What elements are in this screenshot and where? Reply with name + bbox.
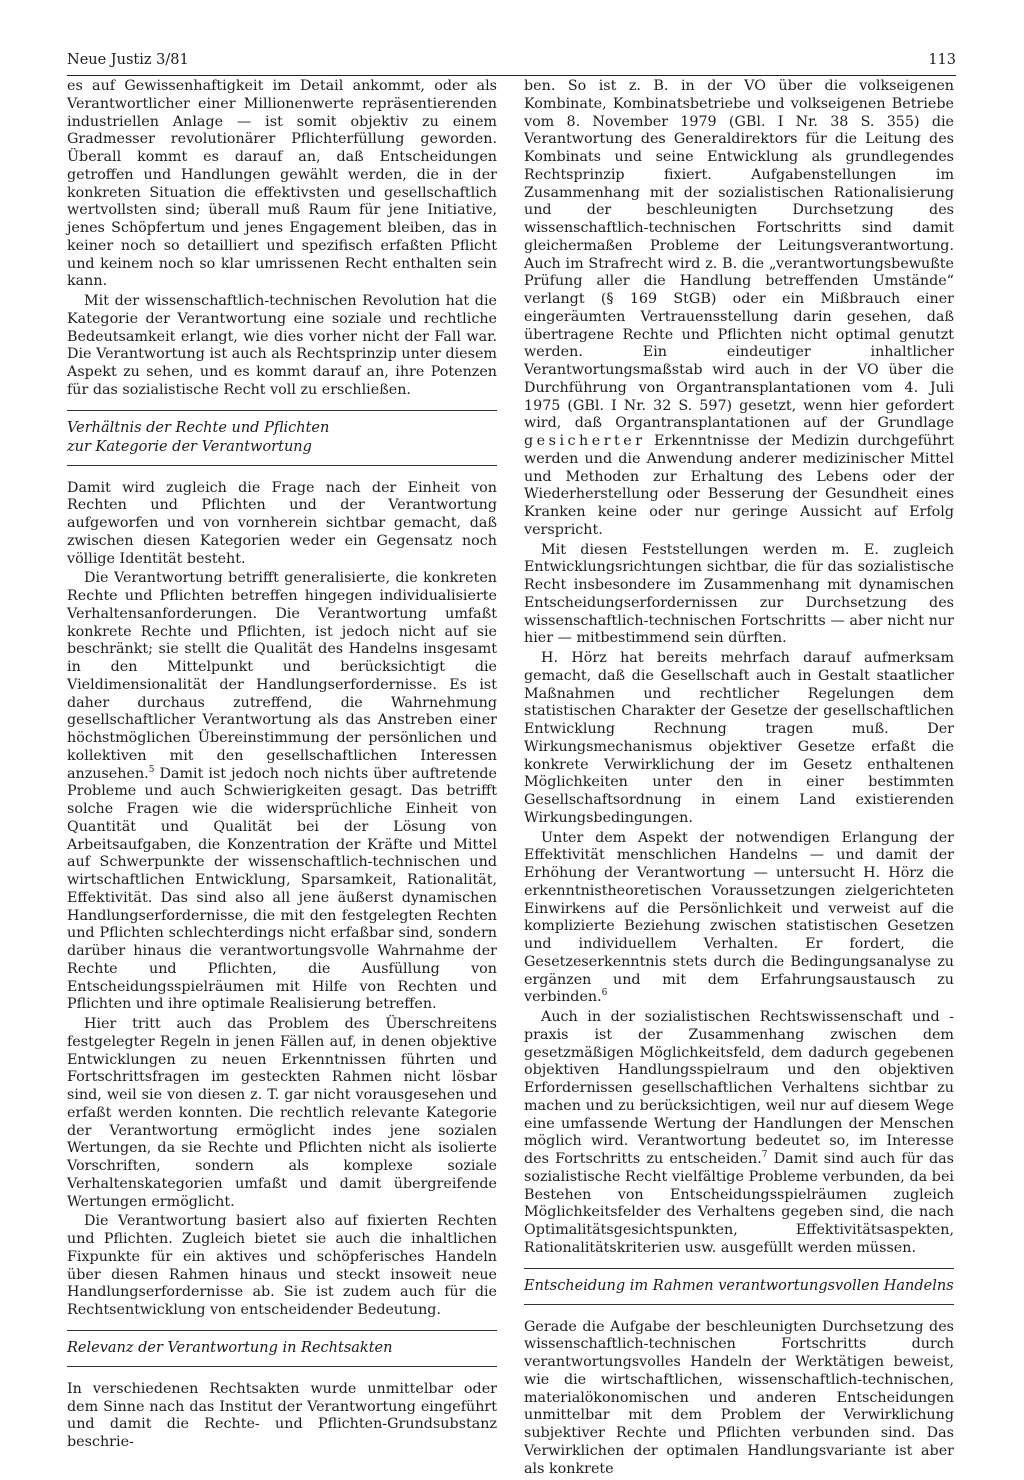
paragraph-text: Erkenntnisse der Medizin durchgeführt werden und die Anwendung anderer medizinischer Mittel und Methoden zur Erhaltung des Lebens oder der Wiederherstellung oder Besserung der Gesundheit eines Kranken keine oder nur geringe Aussicht auf Erfolg verspricht.	[524, 433, 954, 538]
paragraph	[524, 1009, 954, 1258]
footnote-ref: 5	[148, 764, 155, 775]
page-number: 113	[928, 52, 956, 68]
left-column	[67, 78, 497, 1454]
section-heading-line: zur Kategorie der Verantwortung	[67, 438, 312, 455]
paragraph: Mit der wissenschaftlich-technischen Revolution hat die Kategorie der Verantwortung eine soziale und rechtliche Bedeutsamkeit erlangt, wie dies vorher nicht der Fall war. Die Verantwortung ist auch als Rechtsprinzip unter diesem Aspekt zu sehen, und es kommt darauf an, ihre Potenzen für das sozialistische Recht voll zu erschließen.	[67, 293, 497, 398]
section-rule	[524, 1268, 954, 1269]
footnote-ref: 6	[601, 988, 608, 999]
paragraph	[524, 78, 954, 540]
section-heading	[67, 419, 497, 457]
emphasized-word: gesicherter	[524, 433, 646, 449]
paragraph: Mit diesen Feststellungen werden m. E. zugleich Entwicklungsrichtungen sichtbar, die für das sozialistische Recht insbesondere im Zusammenhang mit dynamischen Entscheidungserfordernissen zur Durchsetzung des wissenschaftlich-technischen Fortschritts — aber nicht nur hier — mitbestimmend sein dürften.	[524, 541, 954, 647]
paragraph: Hier tritt auch das Problem des Überschreitens festgelegter Regeln in jenen Fällen auf, in denen objektive Entwicklungen zu neuen Erkenntnissen führten und Fortschrittsfragen im gesteckten Rahmen nicht lösbar sind, weil sie von diesen z. T. gar nicht vorausgesehen und erfaßt werden konnten. Die rechtlich relevante Kategorie der Verantwortung ermöglicht indes jene sozialen Wertungen, da sie Rechte und Pflichten nicht als isolierte Vorschriften, sondern als komplexe soziale Verhaltenskategorien umfaßt und damit übergreifende Wertungen ermöglicht.	[67, 1016, 497, 1210]
section-rule	[67, 410, 497, 411]
paragraph-text: Unter dem Aspekt der notwendigen Erlangung der Effektivität menschlichen Handelns — und damit der Erhöhung der Verantwortung — untersucht H. Hörz die erkenntnistheoretischen Voraussetzungen zielgerichteten Einwirkens auf die Persönlichkeit und verweist auf die komplizierte Beziehung zwischen statistischen Gesetzen und individuellem Verhalten. Er fordert, die Gesetzeserkenntnis stets durch die Bedingungsanalyse zu ergänzen und mit dem Erfahrungsaustausch zu verbinden.	[524, 829, 954, 1006]
right-column	[524, 78, 954, 1480]
section-heading-line: Verhältnis der Rechte und Pflichten	[67, 419, 330, 436]
section-rule	[67, 465, 497, 466]
paragraph	[67, 570, 497, 1014]
paragraph-text: Auch in der sozialistischen Rechtswissenschaft und -praxis ist der Zusammenhang zwischen dem gesetzmäßigen Möglichkeitsfeld, dem dadurch gegebenen objektiven Handlungsspielraum und den objektiven Erfordernissen gesellschaftlichen Verhaltens sichtbar zu machen und zu berücksichtigen, weil nur auf diesem Wege eine umfassende Wertung der Handlungen der Menschen möglich wird. Verantwortung bedeutet so, im Interesse des Fortschritts zu entscheiden.	[524, 1009, 954, 1167]
paragraph-text: ben. So ist z. B. in der VO über die volkseigenen Kombinate, Kombinatsbetriebe und volkseigenen Betriebe vom 8. November 1979 (GBl. I Nr. 38 S. 355) die Verantwortung des Generaldirektors für die Leitung des Kombinats und seine Entwicklung als grundlegendes Rechtsprinzip fixiert. Aufgabenstellungen im Zusammenhang mit der sozialistischen Rationalisierung und der beschleunigten Durchsetzung des wissenschaftlich-technischen Fortschritts sind damit gleichermaßen Probleme der Leitungsverantwortung. Auch im Strafrecht wird z. B. die „verantwortungsbewußte Prüfung aller die Handlung betreffenden Umstände“ verlangt (§ 169 StGB) oder ein Mißbrauch einer eingeräumten Vertrauensstellung darin gesehen, daß übertragene Rechte und Pflichten nicht optimal genutzt werden. Ein eindeutiger inhaltlicher Verantwortungsmaßstab wird auch in der VO über die Durchführung von Organtransplantationen vom 4. Juli 1975 (GBl. I Nr. 32 S. 597) gesetzt, wenn hier gefordert wird, daß Organtransplantationen auf der Grundlage	[524, 78, 954, 432]
paragraph: Die Verantwortung basiert also auf fixierten Rechten und Pflichten. Zugleich bietet sie auch die inhaltlichen Fixpunkte für ein aktives und schöpferisches Handeln über diesen Rahmen hinaus und steckt insoweit neue Handlungserfordernisse ab. Sie ist zudem auch für die Rechtsentwicklung von entscheidender Bedeutung.	[67, 1213, 497, 1318]
paragraph: Gerade die Aufgabe der beschleunigten Durchsetzung des wissenschaftlich-technischen Fortschritts durch verantwortungsvolles Handeln der Werktätigen beweist, wie die wirtschaftlichen, wissenschaftlich-technischen, materialökonomischen und anderen Entscheidungen unmittelbar mit dem Problem der Verwirklichung subjektiver Rechte und Pflichten verbunden sind. Das Verwirklichen der optimalen Handlungsvariante ist aber als konkrete	[524, 1318, 954, 1477]
paragraph: es auf Gewissenhaftigkeit im Detail ankommt, oder als Verantwortlicher einer Millionenwerte repräsentierenden industriellen Anlage — ist somit objektiv zu einem Gradmesser revolutionärer Pflichterfüllung geworden. Überall kommt es darauf an, daß Entscheidungen getroffen und Handlungen gewählt werden, die in der konkreten Situation die effektivsten und gesellschaftlich wertvollsten sind; überall muß Raum für jene Initiative, jenes Schöpfertum und jenes Engagement bleiben, das in keiner noch so detailliert und spezifisch erfaßten Pflicht und keinem noch so klar umrissenen Recht enthalten sein kann.	[67, 78, 497, 290]
section-rule	[67, 1330, 497, 1331]
running-header-journal: Neue Justiz 3/81	[67, 52, 189, 68]
section-heading: Entscheidung im Rahmen verantwortungsvollen Handelns	[524, 1277, 954, 1294]
section-rule	[67, 1366, 497, 1367]
footnote-ref: 7	[761, 1150, 768, 1161]
header-rule	[67, 75, 956, 76]
paragraph-text: Damit ist jedoch noch nichts über auftretende Probleme und auch Schwierigkeiten gesagt. Das betrifft solche Fragen wie die widersprüchliche Einheit von Quantität und Qualität bei der Lösung von Arbeitsaufgaben, die Konzentration der Kräfte und Mittel auf Schwerpunkte der wissenschaftlich-technischen und wirtschaftlichen Entwicklung, Sparsamkeit, Rationalität, Effektivität. Das sind also all jene äußerst dynamischen Handlungserfordernisse, die mit den festgelegten Rechten und Pflichten schlechterdings nicht erfaßbar sind, sondern darüber hinaus die verantwortungsvolle Wahrnahme der Rechte und Pflichten, die Ausfüllung von Entscheidungsspielräumen mit Hilfe von Rechten und Pflichten und ihre optimale Realisierung betreffen.	[67, 765, 497, 1013]
section-rule	[524, 1304, 954, 1305]
paragraph-text: Damit sind auch für das sozialistische Recht vielfältige Probleme verbunden, da bei Bestehen von Entscheidungsspielräumen zugleich Möglichkeitsfelder des Verhaltens gegeben sind, die nach Optimalitätsgesichtspunkten, Effektivitätsaspekten, Rationalitätskriterien usw. ausgefüllt werden müssen.	[524, 1151, 954, 1256]
section-heading: Relevanz der Verantwortung in Rechtsakten	[67, 1339, 393, 1356]
paragraph: Damit wird zugleich die Frage nach der Einheit von Rechten und Pflichten und der Verantwortung aufgeworfen und von vornherein sichtbar gemacht, daß zwischen diesen Kategorien weder ein Gegensatz noch völlige Identität besteht.	[67, 479, 497, 567]
paragraph: In verschiedenen Rechtsakten wurde unmittelbar oder dem Sinne nach das Institut der Verantwortung eingeführt und damit die Rechte- und Pflichten-Grundsubstanz beschrie-	[67, 1380, 497, 1450]
paragraph: H. Hörz hat bereits mehrfach darauf aufmerksam gemacht, daß die Gesellschaft auch in Gestalt staatlicher Maßnahmen und rechtlicher Regelungen dem statistischen Charakter der Gesetze der gesellschaftlichen Entwicklung Rechnung tragen muß. Der Wirkungsmechanismus objektiver Gesetze erfaßt die konkrete Verwirklichung der im Gesetz enthaltenen Möglichkeiten unter den in einer bestimmten Gesellschaftsordnung in einem Land existierenden Wirkungsbedingungen.	[524, 650, 954, 826]
paragraph-text: Die Verantwortung betrifft generalisierte, die konkreten Rechte und Pflichten betreffen hingegen individualisierte Verhaltensanforderungen. Die Verantwortung umfaßt konkrete Rechte und Pflichten, ist jedoch nicht auf sie beschränkt; sie stellt die Qualität des Handelns insgesamt in den Mittelpunkt und berücksichtigt die Vieldimensionalität der Handlungserfordernisse. Es ist daher durchaus zutreffend, die Wahrnehmung gesellschaftlicher Verantwortung als das Anstreben einer höchstmöglichen Übereinstimmung der persönlichen und kollektiven mit den gesellschaftlichen Interessen anzusehen.	[67, 570, 497, 782]
paragraph	[524, 830, 954, 1008]
